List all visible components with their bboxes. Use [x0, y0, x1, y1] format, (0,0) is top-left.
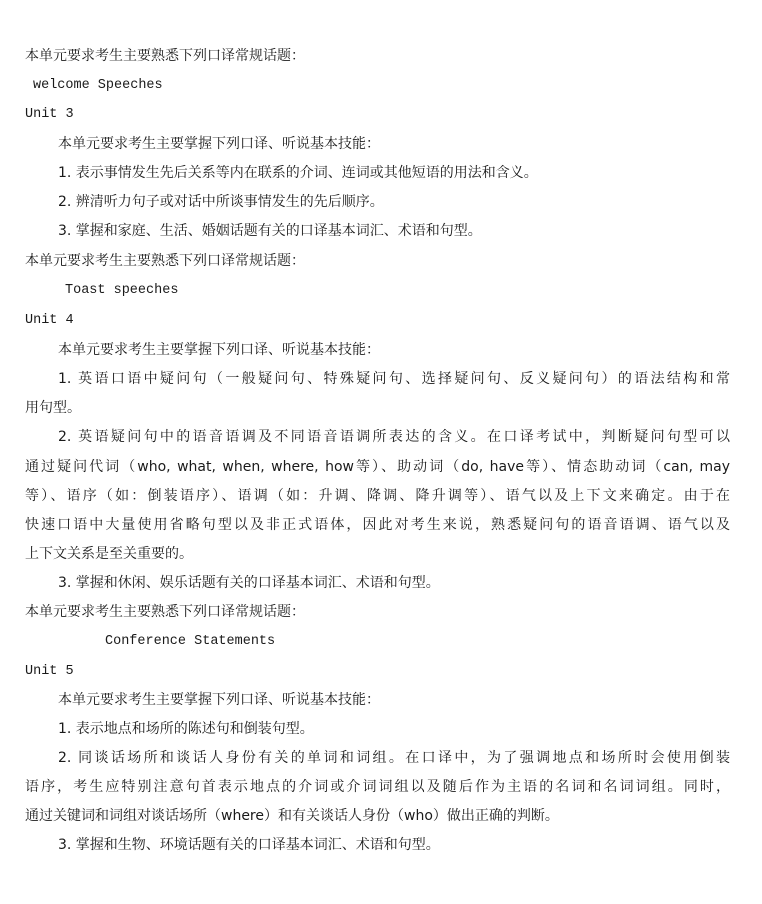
list-item: 1. 英语口语中疑问句（一般疑问句、特殊疑问句、选择疑问句、反义疑问句）的语法结构和常 [58, 371, 730, 387]
list-item: 2. 同谈话场所和谈话人身份有关的单词和词组。在口译中，为了强调地点和场所时会使用倒装 [58, 750, 730, 766]
list-item: 3. 掌握和休闲、娱乐话题有关的口译基本词汇、术语和句型。 [58, 575, 440, 591]
unit-heading: Unit 5 [25, 664, 74, 679]
text-line: 上下文关系是至关重要的。 [25, 546, 193, 562]
list-item: 1. 表示事情发生先后关系等内在联系的介词、连词或其他短语的用法和含义。 [58, 165, 538, 181]
topic-line: Conference Statements [105, 634, 276, 649]
text-line: 本单元要求考生主要熟悉下列口译常规话题： [25, 48, 305, 64]
list-item: 3. 掌握和家庭、生活、婚姻话题有关的口译基本词汇、术语和句型。 [58, 223, 482, 239]
text-line: 本单元要求考生主要熟悉下列口译常规话题： [25, 253, 305, 269]
topic-line: welcome Speeches [33, 78, 163, 93]
unit-heading: Unit 3 [25, 107, 74, 122]
list-item: 3. 掌握和生物、环境话题有关的口译基本词汇、术语和句型。 [58, 837, 440, 853]
text-line: 本单元要求考生主要掌握下列口译、听说基本技能： [58, 136, 380, 152]
text-line: 本单元要求考生主要掌握下列口译、听说基本技能： [58, 692, 380, 708]
unit-heading: Unit 4 [25, 313, 74, 328]
text-line: 本单元要求考生主要熟悉下列口译常规话题： [25, 604, 305, 620]
text-line: 通过关键词和词组对谈话场所（where）和有关谈话人身份（who）做出正确的判断。 [25, 808, 559, 824]
text-line: 用句型。 [25, 400, 81, 416]
text-line: 通过疑问代词（who, what, when, where, how等）、助动词（do, have等）、情态助动词（can, may [25, 459, 730, 475]
list-item: 2. 英语疑问句中的语音语调及不同语音语调所表达的含义。在口译考试中，判断疑问句型可以 [58, 429, 730, 445]
text-line: 等）、语序（如：倒装语序）、语调（如：升调、降调、降升调等）、语气以及上下文来确定。由于在 [25, 488, 730, 504]
text-line: 语序，考生应特别注意句首表示地点的介词或介词词组以及随后作为主语的名词和名词词组。同时， [25, 779, 730, 795]
list-item: 2. 辨清听力句子或对话中所谈事情发生的先后顺序。 [58, 194, 384, 210]
text-line: 本单元要求考生主要掌握下列口译、听说基本技能： [58, 342, 380, 358]
text-line: 快速口语中大量使用省略句型以及非正式语体，因此对考生来说，熟悉疑问句的语音语调、语气以及 [25, 517, 730, 533]
list-item: 1. 表示地点和场所的陈述句和倒装句型。 [58, 721, 314, 737]
topic-line: Toast speeches [65, 283, 179, 298]
